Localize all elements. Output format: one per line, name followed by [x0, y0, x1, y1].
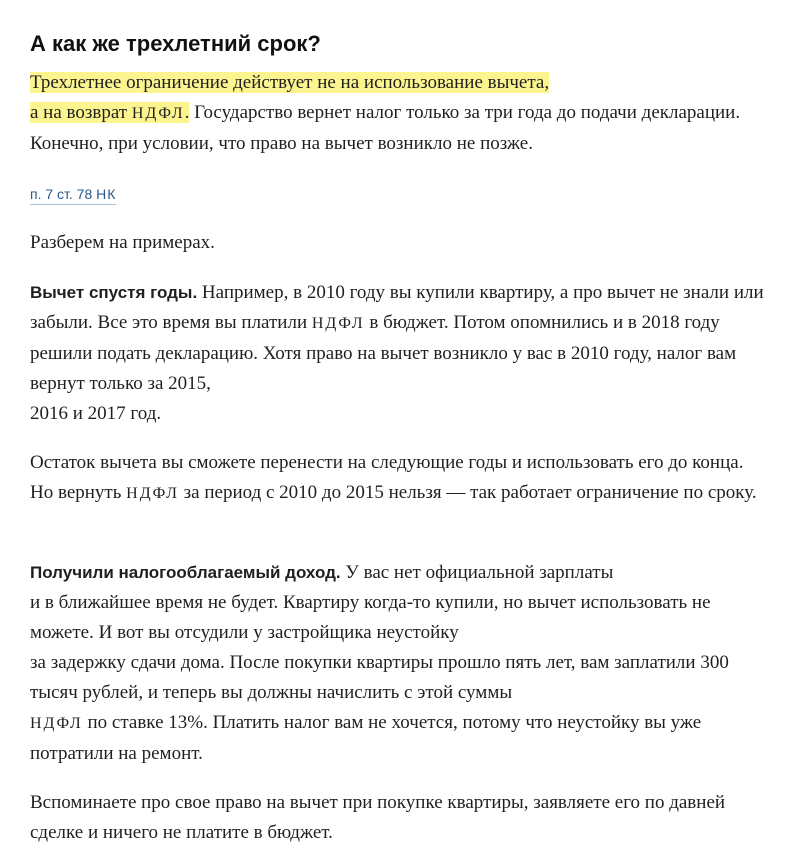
abbr-ndfl: НДФЛ: [131, 105, 185, 122]
law-reference-text[interactable]: п. 7 ст. 78: [30, 186, 97, 202]
highlight-text-part: а на возврат: [30, 102, 132, 123]
section-heading: А как же трехлетний срок?: [30, 31, 321, 56]
highlight-text: Трехлетнее ограничение действует не на использование вычета,: [30, 72, 550, 93]
paragraph-text: Остаток вычета вы сможете перенести на следующие годы и использовать его до конца. Но вернуть: [30, 452, 744, 503]
paragraph-text: по ставке 13%. Платить налог вам не хочется, потому что неустойку вы уже потратили на ремонт.: [30, 712, 702, 764]
paragraph-remainder: [30, 448, 770, 509]
paragraph-text: за задержку сдачи дома. После покупки квартиры прошло пять лет, вам заплатили 300 тысяч рублей, и теперь вы должны начислить с этой суммы: [30, 652, 729, 703]
paragraph-conclusion: Вспоминаете про свое право на вычет при покупке квартиры, заявляете его по давней сделке и ничего не платите в бюджет.: [30, 792, 726, 843]
abbr-ndfl: НДФЛ: [311, 315, 365, 332]
paragraph-text: и в ближайшее время не будет. Квартиру когда-то купили, но вычет использовать не можете. И вот вы отсудили у застройщика неустойку: [30, 592, 711, 643]
abbr-ndfl: НДФЛ: [30, 715, 83, 732]
paragraph-intro: [30, 68, 770, 159]
paragraph-example-2: [30, 558, 770, 769]
paragraph-text: 2016 и 2017 год.: [30, 403, 162, 424]
paragraph-examples-intro: Разберем на примерах.: [30, 232, 215, 253]
law-reference-link[interactable]: [30, 184, 116, 205]
law-reference-abbr[interactable]: НК: [96, 186, 117, 202]
highlight-text: [30, 102, 189, 123]
example-lead: Получили налогооблагаемый доход.: [30, 563, 341, 582]
example-lead: Вычет спустя годы.: [30, 283, 198, 302]
paragraph-example-1: [30, 278, 770, 429]
paragraph-text: за период с 2010 до 2015 нельзя — так работает ограничение по сроку.: [178, 482, 757, 503]
paragraph-text: Государство вернет налог только за три года до подачи декларации. Конечно, при условии, что право на вычет возникло не позже.: [30, 102, 741, 154]
paragraph-text: У вас нет официальной зарплаты: [340, 562, 614, 583]
abbr-ndfl: НДФЛ: [126, 485, 179, 502]
paragraph-text: в бюджет. Потом опомнились и в 2018 году решили подать декларацию. Хотя право на вычет возникло у вас в 2010 году, налог вам вернут только за 2015,: [30, 312, 737, 394]
highlight-text-part: .: [184, 102, 190, 123]
paragraph-text: Например, в 2010 году вы купили квартиру, а про вычет не знали или забыли. Все это время вы платили: [30, 282, 764, 333]
